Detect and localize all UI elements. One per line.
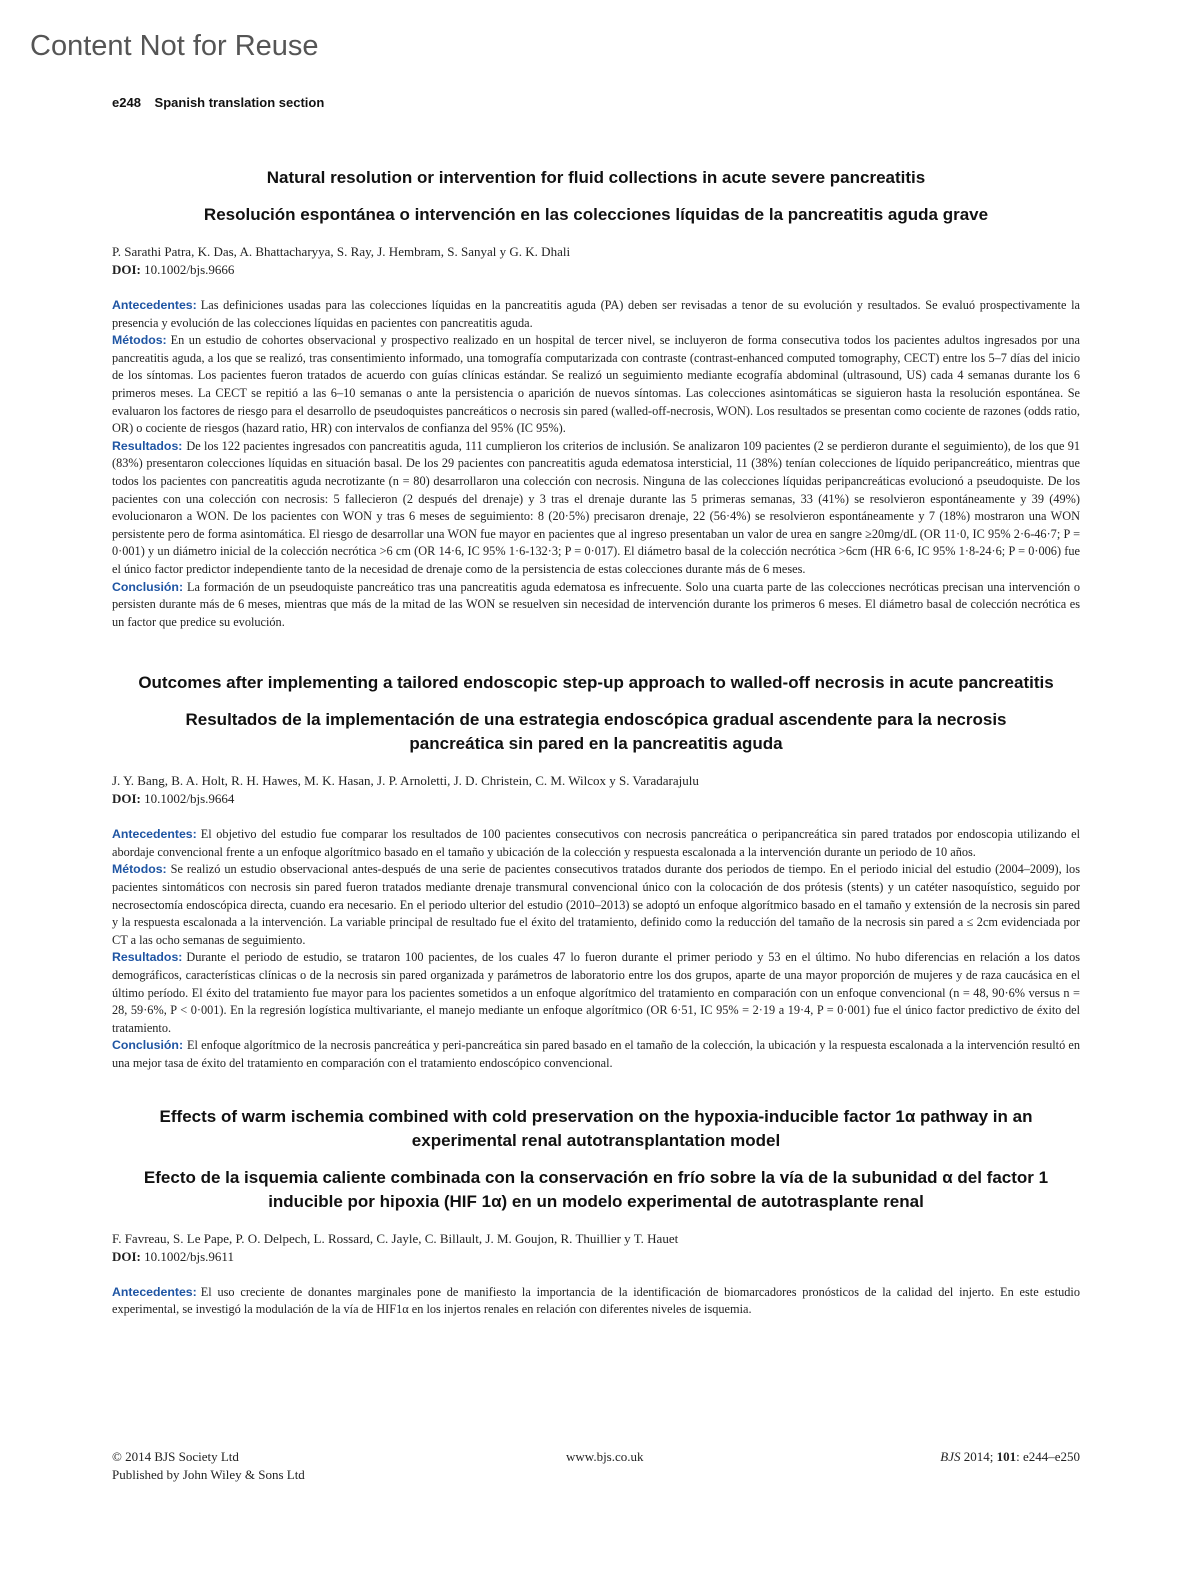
article-1: [112, 166, 1080, 631]
doi-link[interactable]: 10.1002/bjs.9666: [144, 262, 235, 277]
doi-line: [112, 1248, 1080, 1266]
article-title-english: Outcomes after implementing a tailored endoscopic step-up approach to walled-off necrosis in acute pancreatitis: [138, 673, 1054, 693]
section-text: En un estudio de cohortes observacional y prospectivo realizado en un hospital de tercer nivel, se incluyeron de forma consecutiva todos los pacientes adultos ingresados por una pancreatitis aguda, a los que se realizó, tras consentimiento informado, una tomografía computarizada con contraste (contrast-enhanced computed tomography, CECT) entre los 5–7 días del inicio de los síntomas. Los pacientes fueron tratados de acuerdo con guías clínicas estándar. Se realizó un seguimiento mediante ecografía abdominal (ultrasound, US) cada 4 semanas durante los 6 primeros meses. La CECT se repitió a las 6–10 semanas o ante la persistencia o aparición de nuevos síntomas. Las colecciones asintomáticas se siguieron hasta la resolución espontánea. Se evaluaron los factores de riesgo para el desarrollo de pseudoquistes pancreáticos o necrosis sin pared (walled-off-necrosis, WON). Los resultados se presentan como cociente de razones (odds ratio, OR) o cociente de riesgos (hazard ratio, HR) con intervalos de confianza del 95% (IC 95%).: [112, 333, 1080, 436]
abstract: [112, 297, 1080, 631]
abstract-section-conclusion: [112, 579, 1080, 632]
section-text: Durante el periodo de estudio, se trataron 100 pacientes, de los cuales 47 lo fueron durante el primer periodo y 53 en el último. No hubo diferencias en relación a los datos demográficos, características clínicas o de la necrosis sin pared organizada y parámetros de laboratorio entre los dos grupos, aparte de una mayor proporción de mujeres y de raza caucásica en el último período. El éxito del tratamiento fue mayor para los pacientes sometidos a un enfoque algorítmico del tratamiento en comparación con un enfoque convencional (n = 48, 90·6% versus n = 28, 59·6%, P < 0·001). En la regresión logística multivariante, el manejo mediante un enfoque algorítmico (OR 6·51, IC 95% = 2·19 a 19·4, P = 0·001) fue el único factor predictivo de éxito del tratamiento.: [112, 950, 1080, 1035]
section-text: La formación de un pseudoquiste pancreático tras una pancreatitis aguda edematosa es infrecuente. Solo una cuarta parte de las colecciones necróticas precisan una intervención o persisten durante más de 6 meses, mientras que más de la mitad de las WON se resuelven sin necesidad de intervención durante los primeros 6 meses. El diámetro basal de colección necrótica es un factor que predice su evolución.: [112, 579, 1080, 629]
section-label: Antecedentes:: [112, 827, 197, 842]
journal-year: 2014;: [963, 1449, 994, 1464]
section-text: Se realizó un estudio observacional antes-después de una serie de pacientes consecutivos tratados durante dos periodos de tiempo. En el periodo inicial del estudio (2004–2009), los pacientes sintomáticos con necrosis sin pared fueron tratados mediante drenaje transmural convencional único con la colocación de dos prótesis (stents) y un catéter nasoquístico, seguido por necrosectomía endoscópica directa, cuando era necesario. En el periodo ulterior del estudio (2010–2013) se adoptó un enfoque algorítmico basado en el tamaño y extensión de la necrosis sin pared y la respuesta escalonada a la intervención. La variable principal de resultado fue el éxito del tratamiento, definido como la reducción del tamaño de la necrosis sin pared a ≤ 2cm evidenciada por CT a las ocho semanas de seguimiento.: [112, 862, 1080, 947]
abstract-section-metodos: [112, 861, 1080, 949]
abstract: [112, 826, 1080, 1072]
section-label: Resultados:: [112, 438, 183, 453]
doi-link[interactable]: 10.1002/bjs.9611: [144, 1248, 234, 1264]
doi-label: DOI:: [112, 262, 141, 277]
running-head: [112, 95, 324, 110]
section-text: Las definiciones usadas para las colecciones líquidas en la pancreatitis aguda (PA) deben ser revisadas a tenor de su evolución y resultados. Se evaluó prospectivamente la presencia y evolución de las colecciones líquidas en pacientes con pancreatitis aguda.: [112, 298, 1080, 330]
section-label: Métodos:: [112, 333, 167, 348]
page-number: e248: [112, 95, 141, 110]
journal-name: BJS: [940, 1449, 961, 1464]
abstract-section-metodos: [112, 332, 1080, 438]
doi-line: [112, 261, 1080, 279]
copyright-text: © 2014 BJS Society Ltd: [112, 1449, 239, 1464]
doi-label: DOI:: [112, 791, 141, 807]
abstract: [112, 1284, 1080, 1319]
section-text: De los 122 pacientes ingresados con pancreatitis aguda, 111 cumplieron los criterios de inclusión. Se analizaron 109 pacientes (2 se perdieron durante el seguimiento), de los que 91 (83%) presentaron colecciones líquidas en situación basal. De los 29 pacientes con pancreatitis aguda edematosa intersticial, 11 (38%) tenían colecciones de líquido peripancreático, mientras que todos los pacientes con pancreatitis aguda necrotizante (n = 80) desarrollaron una colección con necrosis. Ninguna de las colecciones líquidas peripancreáticas evolucionó a pseudoquiste. De los pacientes con una colección con necrosis: 5 fallecieron (2 después del drenaje) y 3 tras el drenaje durante las 5 primeras semanas, 33 (41%) se resolvieron espontáneamente y 39 (49%) evolucionaron a WON. De los pacientes con WON y tras 6 meses de seguimiento: 8 (20·5%) precisaron drenaje, 22 (56·4%) se resolvieron espontáneamente y 7 (18%) mostraron una WON persistente pero de forma asintomática. El riesgo de desarrollar una WON fue mayor en pacientes que al ingreso presentaban un valor de urea en sangre ≥20mg/dL (OR 11·0, IC 95% 2·6-46·7; P = 0·001) y un diámetro inicial de la colección necrótica >6 cm (OR 14·6, IC 95% 1·6-132·3; P = 0·017). El diámetro basal de la colección necrótica >6cm (HR 6·6, IC 95% 1·8-24·6; P = 0·006) fue el único factor predictor independiente tanto de la necesidad de drenaje como de la persistencia de estas colecciones durante más de 6 meses.: [112, 438, 1080, 576]
article-3: [112, 1105, 1080, 1319]
article-title-spanish: Resolución espontánea o intervención en las colecciones líquidas de la pancreatitis aguda grave: [203, 205, 989, 224]
section-text: El enfoque algorítmico de la necrosis pancreática y peri-pancreática sin pared basado en el tamaño de la colección, la ubicación y la respuesta escalonada a la intervención resultó en una mejor tasa de éxito del tratamiento en comparación con el tratamiento endoscópico convencional.: [112, 1038, 1080, 1070]
article-title-spanish: Efecto de la isquemia caliente combinada con la conservación en frío sobre la vía de la subunidad α del factor 1 inducible por hipoxia (HIF 1α) en un modelo experimental de autotrasplante renal: [143, 1167, 1049, 1211]
journal-pages: : e244–e250: [1016, 1449, 1080, 1464]
doi-line: [112, 790, 1080, 808]
section-label: Antecedentes:: [112, 298, 197, 312]
article-2: [112, 671, 1080, 1072]
section-name: Spanish translation section: [154, 95, 325, 110]
publisher-text: Published by John Wiley & Sons Ltd: [112, 1467, 305, 1482]
journal-website-link[interactable]: www.bjs.co.uk: [566, 1449, 644, 1464]
section-label: Métodos:: [112, 862, 167, 877]
abstract-section-resultados: [112, 949, 1080, 1037]
section-label: Conclusión:: [112, 579, 184, 594]
abstract-section-antecedentes: [112, 297, 1080, 332]
article-title-english: Natural resolution or intervention for fluid collections in acute severe pancreatitis: [266, 168, 926, 187]
article-title-spanish: Resultados de la implementación de una estrategia endoscópica gradual ascendente para la necrosis pancreática sin pared en la pancreatitis aguda: [185, 710, 1007, 754]
journal-citation: [940, 1448, 1080, 1466]
abstract-section-antecedentes: [112, 826, 1080, 861]
section-label: Conclusión:: [112, 1038, 184, 1053]
author-list: F. Favreau, S. Le Pape, P. O. Delpech, L. Rossard, C. Jayle, C. Billault, J. M. Goujon, R. Thuillier y T. Hauet: [112, 1230, 679, 1246]
section-label: Antecedentes:: [112, 1284, 197, 1299]
doi-label: DOI:: [112, 1248, 141, 1264]
article-title-english: Effects of warm ischemia combined with cold preservation on the hypoxia-inducible factor 1α pathway in an experimental renal autotransplantation model: [159, 1106, 1033, 1150]
author-list: J. Y. Bang, B. A. Holt, R. H. Hawes, M. K. Hasan, J. P. Arnoletti, J. D. Christein, C. M. Wilcox y S. Varadarajulu: [112, 773, 699, 789]
abstract-section-conclusion: [112, 1037, 1080, 1072]
author-list: P. Sarathi Patra, K. Das, A. Bhattacharyya, S. Ray, J. Hembram, S. Sanyal y G. K. Dhali: [112, 244, 571, 259]
abstract-section-resultados: [112, 438, 1080, 579]
watermark: Content Not for Reuse: [30, 30, 319, 62]
abstract-section-antecedentes: [112, 1284, 1080, 1319]
section-label: Resultados:: [112, 950, 183, 965]
section-text: El uso creciente de donantes marginales pone de manifiesto la importancia de la identificación de biomarcadores pronósticos de la calidad del injerto. En este estudio experimental, se investigó la modulación de la vía de HIF1α en los injertos renales en relación con diferentes niveles de isquemia.: [112, 1284, 1080, 1317]
section-text: El objetivo del estudio fue comparar los resultados de 100 pacientes consecutivos con necrosis pancreática o peripancreática sin pared tratados por endoscopia utilizando el abordaje convencional frente a un enfoque algorítmico basado en el tamaño y ubicación de la colección y respuesta escalonada a la intervención durante un periodo de 10 años.: [112, 827, 1080, 859]
page-content: [112, 162, 1080, 1319]
journal-volume: 101: [996, 1449, 1017, 1464]
footer-copyright-block: [112, 1448, 305, 1484]
doi-link[interactable]: 10.1002/bjs.9664: [144, 791, 235, 807]
